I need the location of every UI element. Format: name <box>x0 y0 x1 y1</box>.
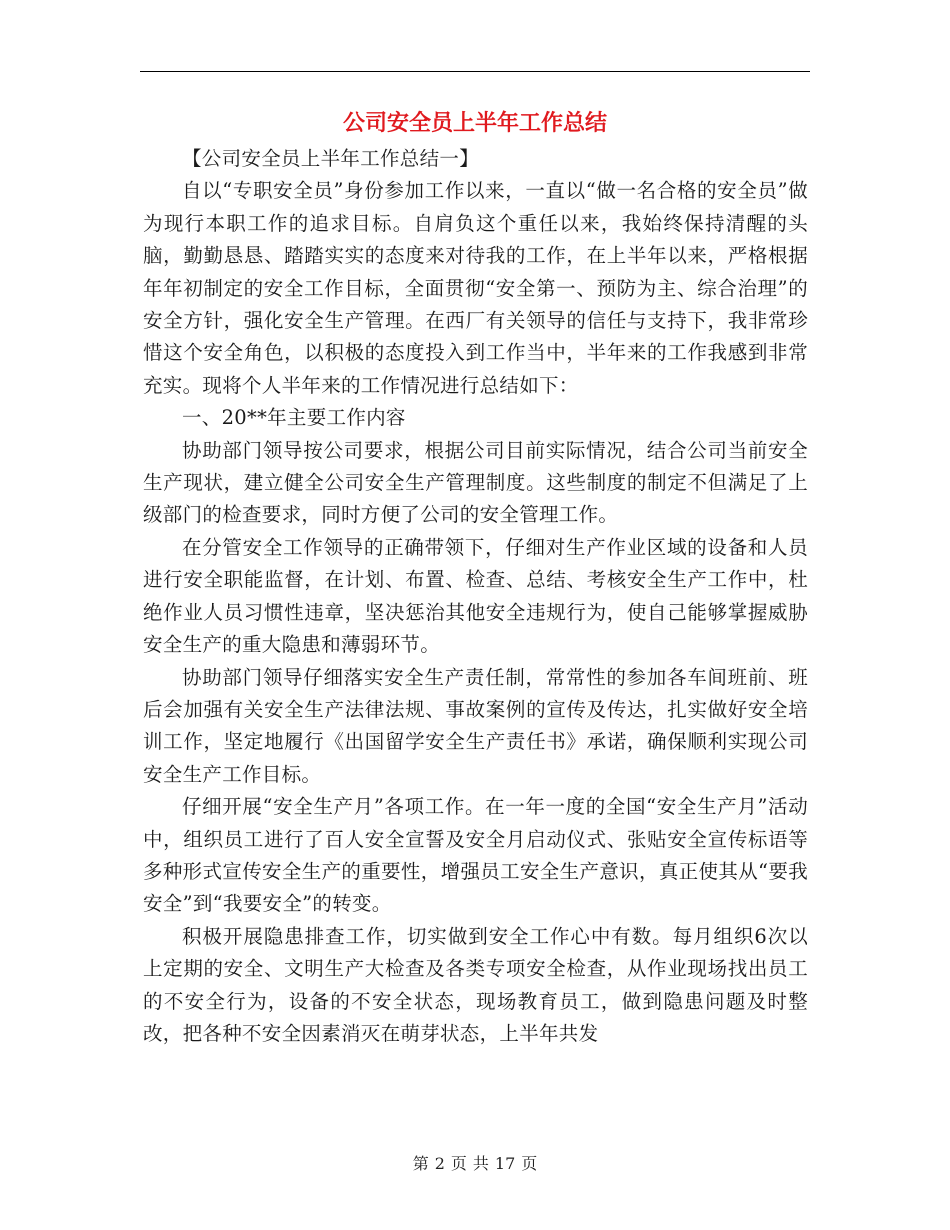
section-heading: 【公司安全员上半年工作总结一】 <box>182 147 480 170</box>
document-title: 公司安全员上半年工作总结 <box>342 111 607 136</box>
page-unit: 页 <box>450 1154 467 1173</box>
paragraph: 积极开展隐患排查工作，切实做到安全工作心中有数。每月组织6次以上定期的安全、文明生产大检查及各类专项安全检查，从作业现场找出员工的不安全行为，设备的不安全状态，现场教育员工，做到隐患问题及时整改，把各种不安全因素消灭在萌芽状态，上半年共发 <box>143 924 808 1045</box>
paragraph: 仔细开展“安全生产月”各项工作。在一年一度的全国“安全生产月”活动中，组织员工进行了百人安全宣誓及安全月启动仪式、张贴安全宣传标语等多种形式宣传安全生产的重要性，增强员工安全生产意识，真正使其从“要我安全”到“我要安全”的转变。 <box>143 795 808 916</box>
page-total-prefix: 共 <box>472 1154 489 1173</box>
document-body <box>143 143 808 1050</box>
page-prefix: 第 <box>412 1154 429 1173</box>
page-total: 17 <box>494 1154 516 1173</box>
page-number: 2 <box>434 1154 445 1173</box>
page-footer <box>0 1152 950 1176</box>
header-rule <box>140 71 810 72</box>
paragraph: 在分管安全工作领导的正确带领下，仔细对生产作业区域的设备和人员进行安全职能监督，在计划、布置、检查、总结、考核安全生产工作中，杜绝作业人员习惯性违章，坚决惩治其他安全违规行为，使自己能够掌握威胁安全生产的重大隐患和薄弱环节。 <box>143 535 808 657</box>
page-total-unit: 页 <box>521 1154 538 1173</box>
paragraph: 协助部门领导按公司要求，根据公司目前实际情况，结合公司当前安全生产现状，建立健全公司安全生产管理制度。这些制度的制定不但满足了上级部门的检查要求，同时方便了公司的安全管理工作。 <box>143 438 808 527</box>
paragraph-intro: 自以“专职安全员”身份参加工作以来，一直以“做一名合格的安全员”做为现行本职工作的追求目标。自肩负这个重任以来，我始终保持清醒的头脑，勤勤恳恳、踏踏实实的态度来对待我的工作，在上半年以来，严格根据年年初制定的安全工作目标，全面贯彻“安全第一、预防为主、综合治理”的安全方针，强化安全生产管理。在西厂有关领导的信任与支持下，我非常珍惜这个安全角色，以积极的态度投入到工作当中，半年来的工作我感到非常充实。现将个人半年来的工作情况进行总结如下： <box>143 179 808 397</box>
paragraph: 协助部门领导仔细落实安全生产责任制，常常性的参加各车间班前、班后会加强有关安全生产法律法规、事故案例的宣传及传达，扎实做好安全培训工作，坚定地履行《出国留学安全生产责任书》承诺，确保顺利实现公司安全生产工作目标。 <box>143 665 808 786</box>
subsection-heading: 一、20**年主要工作内容 <box>182 406 406 430</box>
